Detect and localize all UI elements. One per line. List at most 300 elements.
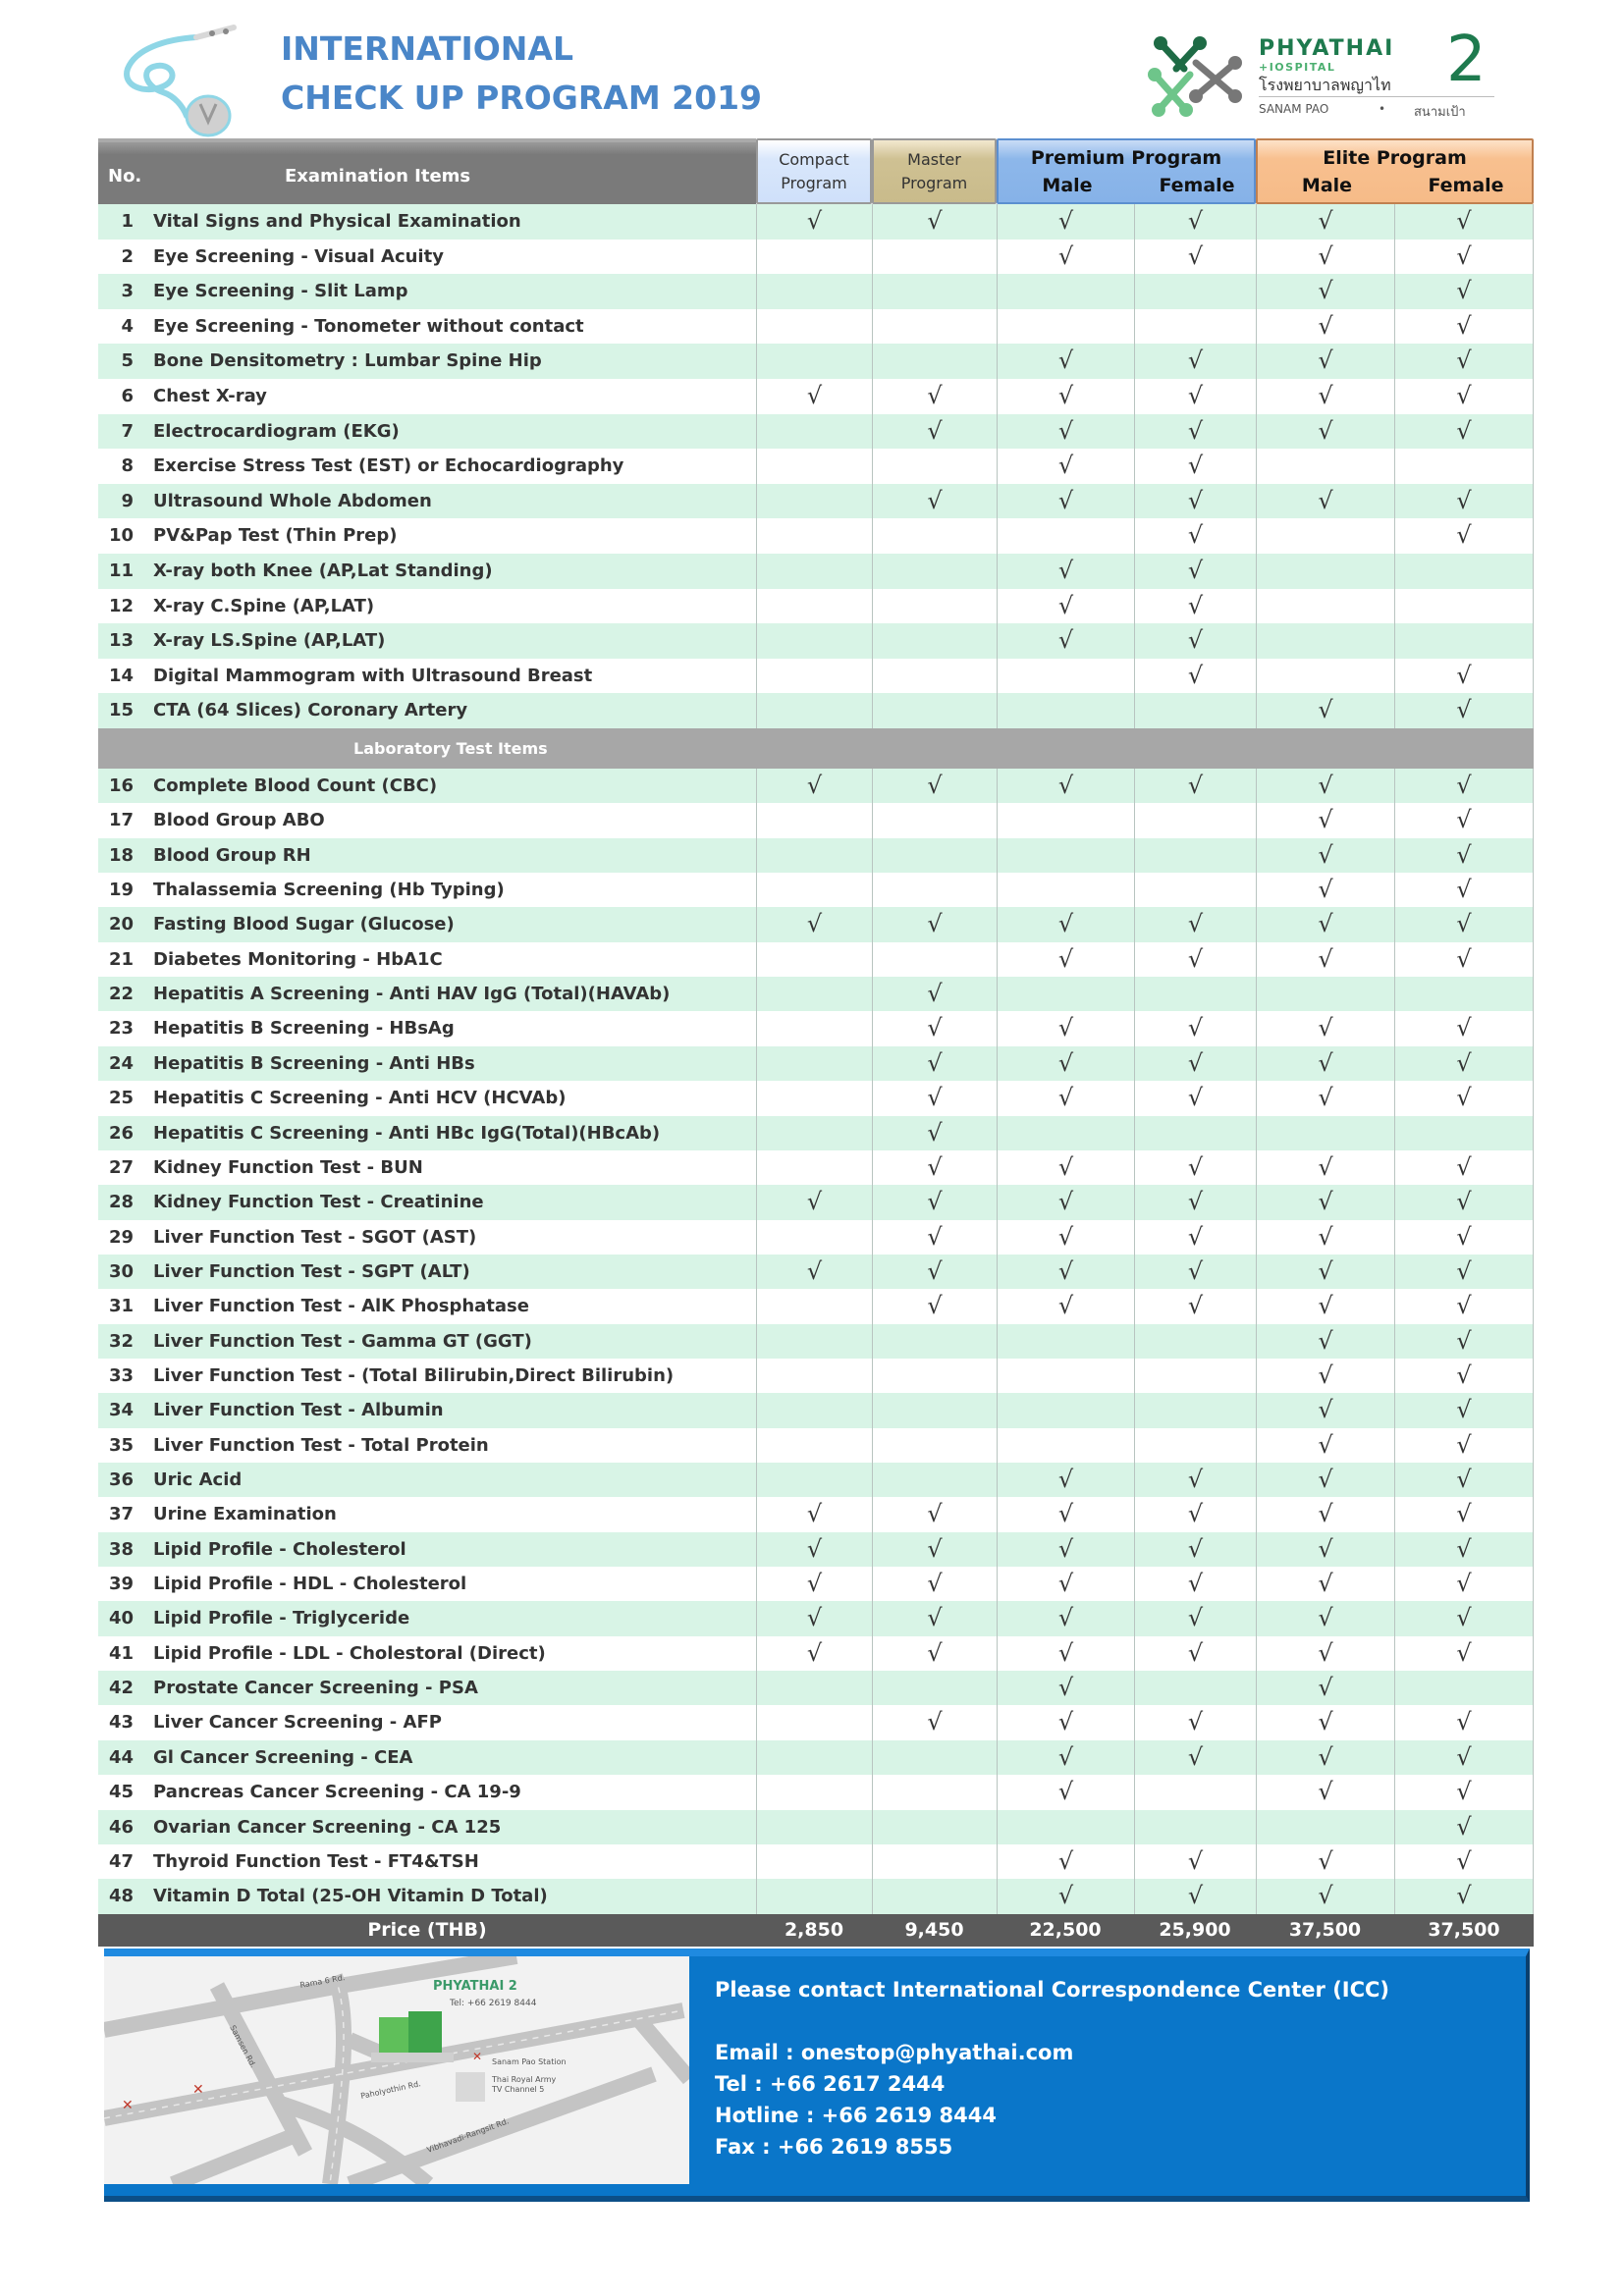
cell-compact (756, 274, 872, 309)
row-number: 13 (108, 630, 134, 652)
cell-premium-male (997, 1324, 1134, 1360)
check-icon: √ (1456, 521, 1472, 550)
cell-premium-male (997, 1671, 1134, 1706)
row-number: 14 (108, 665, 134, 686)
check-icon: √ (1187, 1500, 1204, 1528)
cell-elite-female (1394, 693, 1534, 728)
row-item-label: Chest X-ray (153, 386, 267, 406)
cell-elite-male (1256, 1011, 1394, 1046)
row-item-label: Hepatitis C Screening - Anti HBc IgG(Total)(HBcAb) (153, 1122, 661, 1144)
cell-master (872, 1463, 997, 1498)
row-item-label: Ovarian Cancer Screening - CA 125 (153, 1816, 502, 1838)
cell-master (872, 1601, 997, 1636)
cell-compact (756, 1011, 872, 1046)
row-number: 4 (121, 315, 134, 337)
check-icon: √ (1057, 1222, 1074, 1251)
cell-compact (756, 1150, 872, 1186)
cell-premium-female (1134, 1081, 1256, 1116)
check-icon: √ (1057, 1742, 1074, 1771)
cell-master (872, 803, 997, 838)
check-icon: √ (1456, 207, 1472, 235)
stethoscope-heart-icon (106, 22, 263, 137)
check-icon: √ (1456, 1638, 1472, 1667)
check-icon: √ (1318, 1430, 1333, 1459)
row-number: 34 (108, 1400, 134, 1421)
row-number: 33 (108, 1364, 134, 1386)
cell-master (872, 1081, 997, 1116)
cell-elite-male (1256, 1879, 1394, 1914)
check-icon: √ (1456, 1500, 1472, 1528)
check-icon: √ (1318, 1638, 1333, 1667)
row-item-label: Hepatitis A Screening - Anti HAV IgG (Total)(HAVAb) (153, 984, 671, 1005)
cell-premium-female (1134, 873, 1256, 908)
check-icon: √ (927, 1084, 943, 1112)
cell-elite-male (1256, 1844, 1394, 1880)
map-station: Sanam Pao Station (492, 2057, 567, 2066)
price-label: Price (THB) (367, 1918, 487, 1941)
row-number: 22 (108, 984, 134, 1005)
cell-master (872, 344, 997, 379)
cell-compact (756, 1081, 872, 1116)
cell-compact (756, 1497, 872, 1532)
price-premium-female: 25,900 (1159, 1918, 1231, 1941)
cell-elite-female (1394, 518, 1534, 554)
row-number: 20 (108, 914, 134, 935)
check-icon: √ (1318, 416, 1333, 445)
logo-sub: +IOSPITAL (1259, 61, 1336, 74)
table-row (98, 838, 1534, 874)
check-icon: √ (806, 1534, 823, 1563)
col-master-header (872, 138, 997, 204)
cell-compact (756, 907, 872, 942)
check-icon: √ (1187, 944, 1204, 973)
cell-elite-female (1394, 1601, 1534, 1636)
check-icon: √ (1318, 1708, 1333, 1736)
table-row (98, 693, 1534, 728)
row-item-label: Pancreas Cancer Screening - CA 19-9 (153, 1782, 521, 1803)
cell-elite-male (1256, 1393, 1394, 1428)
cell-premium-female (1134, 1150, 1256, 1186)
cell-compact (756, 554, 872, 589)
contact-info (715, 1974, 1389, 2163)
check-icon: √ (1057, 1152, 1074, 1181)
cell-master (872, 240, 997, 275)
cell-elite-female (1394, 414, 1534, 450)
cell-elite-female (1394, 1532, 1534, 1568)
check-icon: √ (1057, 382, 1074, 409)
cell-elite-male (1256, 1497, 1394, 1532)
check-icon: √ (1456, 416, 1472, 445)
cell-master (872, 623, 997, 659)
cell-master (872, 484, 997, 519)
price-elite-male: 37,500 (1288, 1918, 1362, 1941)
row-item-label: Lipid Profile - HDL - Cholesterol (153, 1574, 467, 1595)
table-row (98, 1740, 1534, 1776)
check-icon: √ (1318, 1534, 1333, 1563)
cell-elite-male (1256, 1740, 1394, 1776)
cell-premium-male (997, 414, 1134, 450)
check-icon: √ (806, 1604, 823, 1632)
cell-elite-female (1394, 659, 1534, 694)
check-icon: √ (1318, 1014, 1333, 1042)
check-icon: √ (1318, 1674, 1333, 1702)
check-icon: √ (1456, 1846, 1472, 1875)
row-item-label: PV&Pap Test (Thin Prep) (153, 525, 398, 547)
cell-premium-female (1134, 1601, 1256, 1636)
row-number: 29 (108, 1226, 134, 1248)
cell-elite-female (1394, 1567, 1534, 1602)
check-icon: √ (1187, 416, 1204, 445)
cell-premium-male (997, 274, 1134, 309)
cell-compact (756, 623, 872, 659)
cell-elite-female (1394, 1844, 1534, 1880)
cell-premium-male (997, 1081, 1134, 1116)
cell-premium-female (1134, 1775, 1256, 1810)
contact-email[interactable]: Email : onestop@phyathai.com (715, 2041, 1074, 2064)
row-item-label: Hepatitis B Screening - Anti HBs (153, 1052, 475, 1074)
row-number: 37 (108, 1504, 134, 1525)
check-icon: √ (1057, 347, 1074, 375)
cell-master (872, 1671, 997, 1706)
compact-line2: Program (781, 174, 847, 192)
cell-elite-male (1256, 769, 1394, 804)
cell-elite-female (1394, 1359, 1534, 1394)
check-icon: √ (1456, 1812, 1472, 1841)
check-icon: √ (927, 980, 943, 1008)
check-icon: √ (1057, 1500, 1074, 1528)
price-elite-female: 37,500 (1428, 1918, 1500, 1941)
master-line2: Program (900, 174, 968, 192)
check-icon: √ (1456, 1292, 1472, 1320)
cell-premium-female (1134, 484, 1256, 519)
col-elite-header (1256, 138, 1534, 204)
check-icon: √ (1057, 944, 1074, 973)
logo-location-thai: สนามเป้า (1414, 105, 1466, 120)
check-icon: √ (927, 382, 943, 409)
row-item-label: Liver Cancer Screening - AFP (153, 1712, 442, 1734)
cell-master (872, 907, 997, 942)
page-title-line2: CHECK UP PROGRAM 2019 (281, 79, 762, 117)
cell-premium-female (1134, 623, 1256, 659)
cell-elite-male (1256, 309, 1394, 345)
cell-premium-female (1134, 1810, 1256, 1845)
check-icon: √ (1456, 311, 1472, 340)
row-item-label: Fasting Blood Sugar (Glucose) (153, 914, 455, 935)
cell-compact (756, 1359, 872, 1394)
cell-elite-female (1394, 1150, 1534, 1186)
row-item-label: Liver Function Test - AlK Phosphatase (153, 1296, 529, 1317)
cell-premium-female (1134, 589, 1256, 624)
cell-elite-female (1394, 1810, 1534, 1845)
table-row (98, 274, 1534, 309)
row-number: 19 (108, 880, 134, 901)
check-icon: √ (1057, 416, 1074, 445)
cell-elite-male (1256, 204, 1394, 240)
map-road-3: Rama 6 Rd. (298, 1973, 346, 1990)
check-icon: √ (1318, 772, 1333, 799)
check-icon: √ (1187, 521, 1204, 550)
table-row (98, 1532, 1534, 1568)
cell-elite-female (1394, 1740, 1534, 1776)
check-icon: √ (927, 1014, 943, 1042)
cell-elite-male (1256, 623, 1394, 659)
check-icon: √ (1456, 1534, 1472, 1563)
cell-premium-female (1134, 1740, 1256, 1776)
row-item-label: Eye Screening - Tonometer without contact (153, 315, 584, 337)
map-road-2: Vibhavadi-Rangsit Rd. (425, 2116, 511, 2155)
cell-premium-male (997, 240, 1134, 275)
cell-premium-male (997, 204, 1134, 240)
check-icon: √ (1318, 382, 1333, 409)
row-number: 36 (108, 1469, 134, 1490)
cell-premium-male (997, 838, 1134, 874)
cell-elite-male (1256, 977, 1394, 1012)
cell-premium-female (1134, 274, 1256, 309)
cell-master (872, 977, 997, 1012)
check-icon: √ (1187, 1466, 1204, 1493)
map-illustration (104, 1956, 689, 2184)
cell-premium-male (997, 1879, 1134, 1914)
cell-compact (756, 1636, 872, 1672)
table-row (98, 1185, 1534, 1220)
cell-elite-male (1256, 589, 1394, 624)
check-icon: √ (806, 910, 823, 938)
check-icon: √ (927, 1570, 943, 1598)
table-row (98, 1844, 1534, 1880)
table-row (98, 873, 1534, 908)
cell-compact (756, 1046, 872, 1082)
check-icon: √ (1318, 311, 1333, 340)
row-number: 47 (108, 1850, 134, 1872)
check-icon: √ (1057, 626, 1074, 655)
map-logo: PHYATHAI 2 (433, 1979, 517, 1994)
row-number: 16 (108, 775, 134, 796)
cell-compact (756, 240, 872, 275)
cell-elite-male (1256, 907, 1394, 942)
cell-compact (756, 1567, 872, 1602)
check-icon: √ (1318, 1604, 1333, 1632)
cell-master (872, 1116, 997, 1151)
cell-compact (756, 1775, 872, 1810)
check-icon: √ (1057, 1674, 1074, 1702)
row-number: 30 (108, 1260, 134, 1282)
cell-premium-male (997, 379, 1134, 414)
table-row (98, 623, 1534, 659)
check-icon: √ (1456, 382, 1472, 409)
cell-elite-female (1394, 1081, 1534, 1116)
table-row (98, 1601, 1534, 1636)
check-icon: √ (806, 1638, 823, 1667)
cell-elite-female (1394, 1393, 1534, 1428)
cell-elite-female (1394, 1011, 1534, 1046)
check-icon: √ (1057, 1846, 1074, 1875)
check-icon: √ (1057, 1882, 1074, 1910)
check-icon: √ (927, 1500, 943, 1528)
cell-compact (756, 977, 872, 1012)
row-item-label: Kidney Function Test - BUN (153, 1156, 423, 1178)
cell-elite-female (1394, 623, 1534, 659)
check-icon: √ (1318, 347, 1333, 375)
check-icon: √ (1456, 696, 1472, 724)
cell-premium-male (997, 942, 1134, 978)
cell-master (872, 769, 997, 804)
cell-premium-male (997, 1705, 1134, 1740)
check-icon: √ (1456, 1361, 1472, 1389)
cell-premium-male (997, 803, 1134, 838)
cell-master (872, 1359, 997, 1394)
logo-number: 2 (1446, 24, 1487, 96)
cell-elite-female (1394, 1775, 1534, 1810)
check-icon: √ (1187, 772, 1204, 799)
row-number: 15 (108, 700, 134, 721)
cell-elite-male (1256, 1220, 1394, 1255)
check-icon: √ (806, 1500, 823, 1528)
cell-premium-male (997, 484, 1134, 519)
check-icon: √ (1187, 1882, 1204, 1910)
cell-premium-female (1134, 1671, 1256, 1706)
check-icon: √ (1057, 1292, 1074, 1320)
check-icon: √ (1318, 1222, 1333, 1251)
row-item-label: CTA (64 Slices) Coronary Artery (153, 700, 468, 721)
cell-premium-female (1134, 1463, 1256, 1498)
check-icon: √ (927, 772, 943, 799)
check-icon: √ (927, 1188, 943, 1216)
cell-master (872, 1532, 997, 1568)
cell-premium-female (1134, 1255, 1256, 1290)
cell-elite-male (1256, 693, 1394, 728)
cell-elite-male (1256, 659, 1394, 694)
row-item-label: Gl Cancer Screening - CEA (153, 1746, 413, 1768)
cell-elite-male (1256, 1463, 1394, 1498)
check-icon: √ (1187, 1292, 1204, 1320)
row-item-label: Vital Signs and Physical Examination (153, 211, 521, 232)
cell-premium-male (997, 1601, 1134, 1636)
map-tel: Tel: +66 2619 8444 (450, 1999, 537, 2008)
check-icon: √ (1318, 241, 1333, 270)
cell-premium-male (997, 589, 1134, 624)
check-icon: √ (1318, 1778, 1333, 1806)
row-item-label: Thalassemia Screening (Hb Typing) (153, 880, 505, 901)
row-item-label: Uric Acid (153, 1469, 243, 1490)
cell-elite-female (1394, 204, 1534, 240)
table-row (98, 1810, 1534, 1845)
cell-premium-male (997, 1359, 1134, 1394)
table-row (98, 1428, 1534, 1464)
table-row (98, 379, 1534, 414)
cell-premium-male (997, 1463, 1134, 1498)
table-row (98, 907, 1534, 942)
row-item-label: Hepatitis B Screening - HBsAg (153, 1018, 455, 1040)
cell-premium-female (1134, 1636, 1256, 1672)
cell-compact (756, 942, 872, 978)
cell-premium-female (1134, 1220, 1256, 1255)
cell-master (872, 1046, 997, 1082)
table-row (98, 803, 1534, 838)
cell-master (872, 1879, 997, 1914)
row-number: 45 (108, 1782, 134, 1803)
cell-master (872, 1289, 997, 1324)
cell-elite-male (1256, 1185, 1394, 1220)
cell-elite-male (1256, 1671, 1394, 1706)
cell-elite-male (1256, 414, 1394, 450)
row-number: 23 (108, 1018, 134, 1040)
check-icon: √ (1318, 277, 1333, 305)
cell-premium-male (997, 1636, 1134, 1672)
cell-premium-male (997, 1220, 1134, 1255)
col-compact-header (756, 138, 872, 204)
check-icon: √ (1187, 1638, 1204, 1667)
contact-fax: Fax : +66 2619 8555 (715, 2135, 953, 2159)
table-row (98, 1463, 1534, 1498)
cell-elite-female (1394, 873, 1534, 908)
check-icon: √ (1456, 1396, 1472, 1424)
cell-master (872, 1324, 997, 1360)
cell-premium-male (997, 693, 1134, 728)
cell-master (872, 1428, 997, 1464)
cell-compact (756, 803, 872, 838)
check-icon: √ (1057, 1084, 1074, 1112)
row-item-label: Ultrasound Whole Abdomen (153, 490, 432, 511)
row-item-label: Lipid Profile - Triglyceride (153, 1608, 410, 1629)
cell-elite-male (1256, 1324, 1394, 1360)
check-icon: √ (1318, 910, 1333, 938)
row-number: 44 (108, 1746, 134, 1768)
check-icon: √ (1187, 1222, 1204, 1251)
check-icon: √ (1318, 1500, 1333, 1528)
contact-hotline[interactable]: Hotline : +66 2619 8444 (715, 2104, 997, 2127)
cell-compact (756, 589, 872, 624)
cell-elite-male (1256, 1116, 1394, 1151)
table-header-items (98, 138, 756, 204)
phyathai-molecule-icon (1147, 35, 1249, 120)
table-row (98, 942, 1534, 978)
check-icon: √ (1456, 241, 1472, 270)
table-row (98, 240, 1534, 275)
cell-premium-female (1134, 1116, 1256, 1151)
cell-premium-female (1134, 1046, 1256, 1082)
cell-master (872, 1185, 997, 1220)
cell-elite-male (1256, 1150, 1394, 1186)
cell-compact (756, 873, 872, 908)
row-item-label: Liver Function Test - Gamma GT (GGT) (153, 1330, 532, 1352)
logo-divider (1259, 96, 1494, 97)
row-number: 21 (108, 948, 134, 970)
row-item-label: Thyroid Function Test - FT4&TSH (153, 1850, 479, 1872)
check-icon: √ (927, 1256, 943, 1285)
row-item-label: Liver Function Test - SGOT (AST) (153, 1226, 477, 1248)
check-icon: √ (1187, 1256, 1204, 1285)
check-icon: √ (1318, 1882, 1333, 1910)
map-landmark-1: Thai Royal Army (492, 2075, 557, 2084)
table-row (98, 484, 1534, 519)
contact-tel[interactable]: Tel : +66 2617 2444 (715, 2072, 946, 2096)
col-premium-header (997, 138, 1256, 204)
check-icon: √ (1187, 382, 1204, 409)
cell-compact (756, 838, 872, 874)
cell-master (872, 1567, 997, 1602)
cell-elite-female (1394, 1289, 1534, 1324)
cell-premium-female (1134, 554, 1256, 589)
cell-premium-female (1134, 659, 1256, 694)
check-icon: √ (1057, 1048, 1074, 1077)
cell-premium-male (997, 1428, 1134, 1464)
table-row (98, 1636, 1534, 1672)
cell-compact (756, 449, 872, 484)
row-number: 43 (108, 1712, 134, 1734)
cell-elite-female (1394, 449, 1534, 484)
cell-master (872, 1393, 997, 1428)
cell-premium-male (997, 1740, 1134, 1776)
